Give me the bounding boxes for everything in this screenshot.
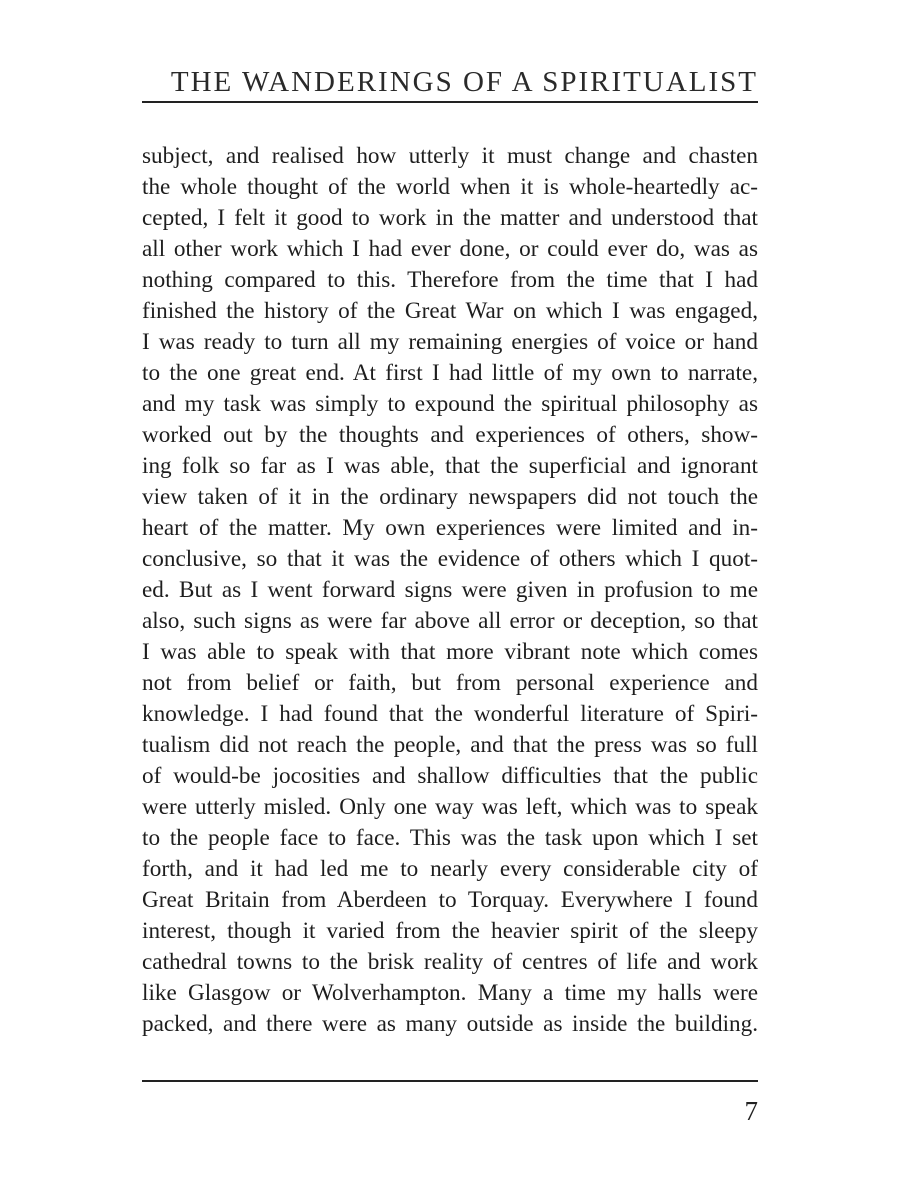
text-line: view taken of it in the ordinary newspapers did not touch the — [142, 484, 758, 510]
text-line: to the one great end. At first I had little of my own to narrate, — [142, 360, 758, 386]
text-line: subject, and realised how utterly it must change and chasten — [142, 143, 758, 169]
text-line: and my task was simply to expound the spiritual philosophy as — [142, 391, 758, 417]
text-line: Great Britain from Aberdeen to Torquay. Everywhere I found — [142, 887, 758, 913]
text-line: like Glasgow or Wolverhampton. Many a time my halls were — [142, 980, 758, 1006]
text-line: the whole thought of the world when it is whole-heartedly ac- — [142, 174, 758, 200]
text-line: not from belief or faith, but from personal experience and — [142, 670, 758, 696]
text-line: cepted, I felt it good to work in the matter and understood that — [142, 205, 758, 231]
header-rule — [142, 101, 758, 103]
text-line: forth, and it had led me to nearly every considerable city of — [142, 856, 758, 882]
text-line: ed. But as I went forward signs were given in profusion to me — [142, 577, 758, 603]
text-line: cathedral towns to the brisk reality of centres of life and work — [142, 949, 758, 975]
text-line: also, such signs as were far above all error or deception, so that — [142, 608, 758, 634]
text-line: nothing compared to this. Therefore from the time that I had — [142, 267, 758, 293]
footer-rule — [142, 1080, 758, 1082]
text-line: tualism did not reach the people, and that the press was so full — [142, 732, 758, 758]
text-line: interest, though it varied from the heavier spirit of the sleepy — [142, 918, 758, 944]
text-line: were utterly misled. Only one way was left, which was to speak — [142, 794, 758, 820]
running-head-title: THE WANDERINGS OF A SPIRITUALIST — [170, 66, 758, 98]
text-line: all other work which I had ever done, or could ever do, was as — [142, 236, 758, 262]
text-line: knowledge. I had found that the wonderful literature of Spiri- — [142, 701, 758, 727]
text-line: finished the history of the Great War on which I was engaged, — [142, 298, 758, 324]
text-line: I was able to speak with that more vibrant note which comes — [142, 639, 758, 665]
text-line: worked out by the thoughts and experiences of others, show- — [142, 422, 758, 448]
text-line: conclusive, so that it was the evidence of others which I quot- — [142, 546, 758, 572]
text-line: I was ready to turn all my remaining energies of voice or hand — [142, 329, 758, 355]
text-line: packed, and there were as many outside as inside the building. — [142, 1011, 758, 1037]
text-line: of would-be jocosities and shallow difficulties that the public — [142, 763, 758, 789]
text-line: to the people face to face. This was the task upon which I set — [142, 825, 758, 851]
text-line: heart of the matter. My own experiences were limited and in- — [142, 515, 758, 541]
page-number: 7 — [744, 1096, 758, 1126]
text-line: ing folk so far as I was able, that the superficial and ignorant — [142, 453, 758, 479]
body-text — [142, 141, 758, 1040]
